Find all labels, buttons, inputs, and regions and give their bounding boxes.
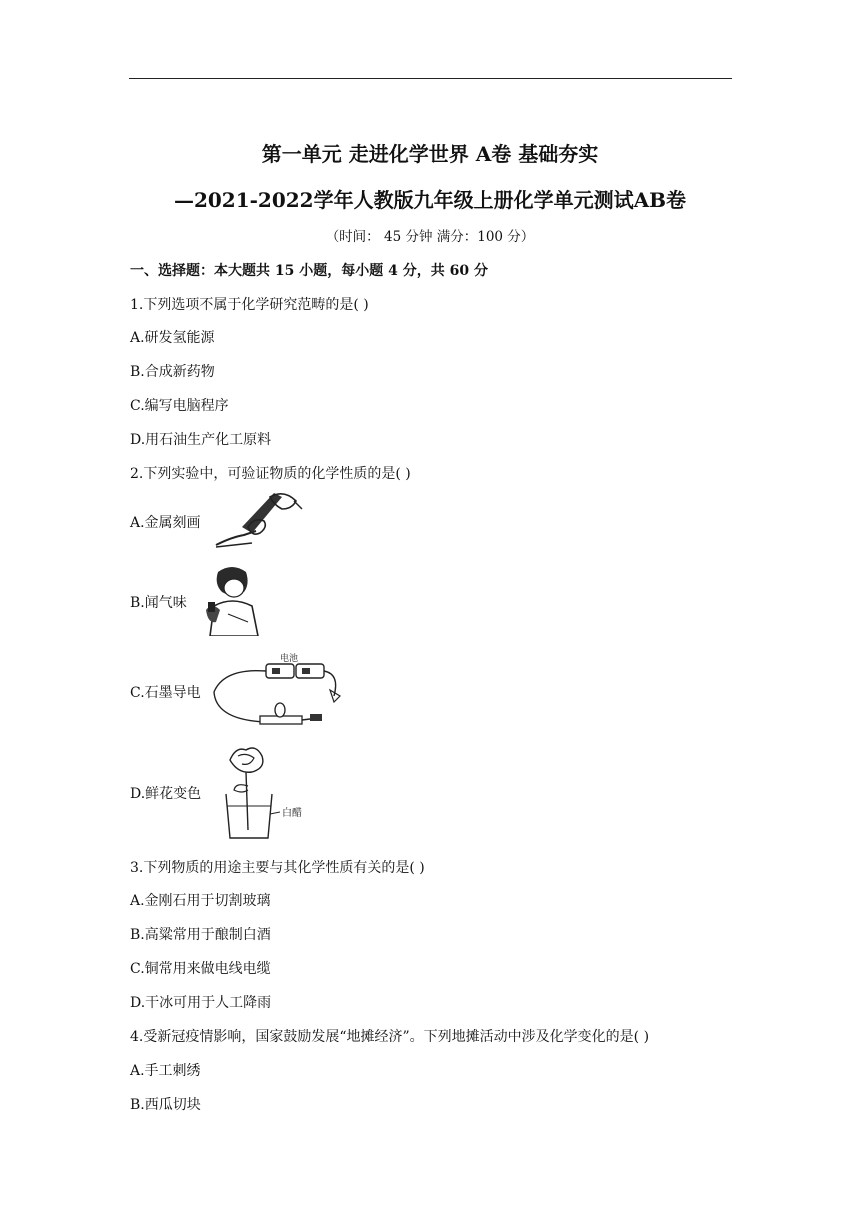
question-4-stem: 4.受新冠疫情影响，国家鼓励发展“地摊经济”。下列地摊活动中涉及化学变化的是( ) (130, 1029, 650, 1045)
question-1-option-b: B.合成新药物 (130, 364, 215, 380)
question-2-option-a: A.金属刻画 (130, 515, 201, 531)
question-3-option-a: A.金刚石用于切割玻璃 (130, 893, 271, 909)
graphite-circuit-figure (204, 650, 354, 730)
smell-figure (188, 562, 276, 636)
metal-scratch-figure (212, 487, 304, 553)
header-rule (129, 78, 732, 79)
battery-label: 电池 (280, 654, 299, 664)
question-1-option-c: C.编写电脑程序 (130, 398, 229, 414)
question-3-stem: 3.下列物质的用途主要与其化学性质有关的是( ) (130, 860, 425, 876)
question-4-option-a: A.手工刺绣 (130, 1063, 201, 1079)
question-2-option-b: B.闻气味 (130, 595, 187, 611)
document-subtitle: —2021-2022学年人教版九年级上册化学单元测试AB卷 (173, 188, 687, 212)
vinegar-label: 白醋 (282, 808, 302, 819)
question-3-option-c: C.铜常用来做电线电缆 (130, 961, 271, 977)
question-3-option-b: B.高粱常用于酿制白酒 (130, 927, 271, 943)
question-1-stem: 1.下列选项不属于化学研究范畴的是( ) (130, 297, 369, 313)
question-4-option-b: B.西瓜切块 (130, 1097, 201, 1113)
question-3-option-d: D.干冰可用于人工降雨 (130, 995, 272, 1011)
question-2-stem: 2.下列实验中，可验证物质的化学性质的是( ) (130, 466, 411, 482)
exam-info: （时间： 45 分钟 满分：100 分） (325, 229, 535, 245)
flower-vinegar-figure (206, 742, 310, 840)
question-2-option-c: C.石墨导电 (130, 685, 201, 701)
question-1-option-d: D.用石油生产化工原料 (130, 432, 272, 448)
section-heading: 一、选择题：本大题共 15 小题，每小题 4 分，共 60 分 (130, 263, 488, 279)
question-1-option-a: A.研发氢能源 (130, 330, 215, 346)
question-2-option-d: D.鲜花变色 (130, 786, 202, 802)
document-title: 第一单元 走进化学世界 A卷 基础夯实 (261, 142, 599, 166)
